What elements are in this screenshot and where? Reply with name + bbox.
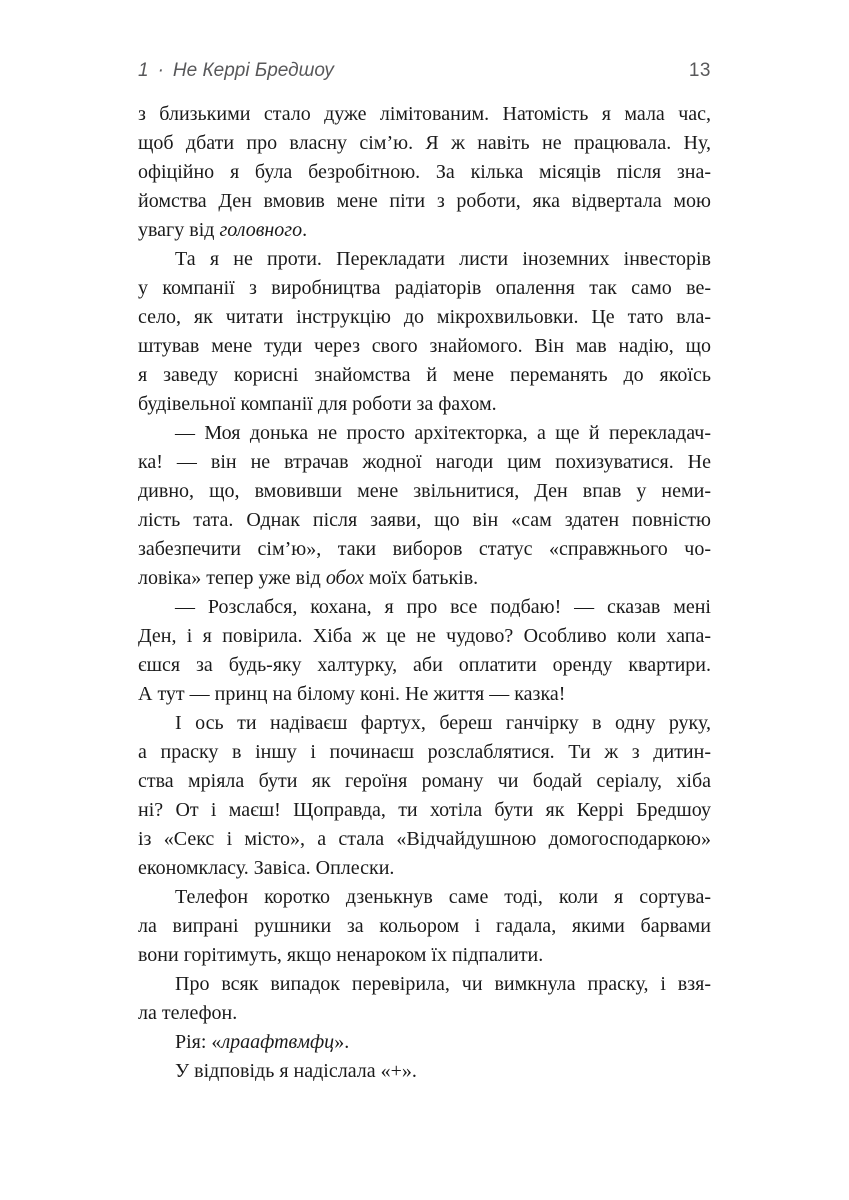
text-segment: Рія: « <box>175 1031 222 1053</box>
body-line <box>138 303 711 332</box>
text-segment: — Моя донька не просто архітекторка, а ще й перекладач- <box>175 422 711 444</box>
text-segment: село, як читати інструкцію до мікрохвильовки. Це тато вла- <box>138 306 711 328</box>
paragraph <box>138 100 711 245</box>
text-segment: ка! — він не втрачав жодної нагоди цим похизуватися. Не <box>138 451 711 473</box>
body-line <box>138 361 711 390</box>
body-line <box>138 796 711 825</box>
text-segment: лість тата. Однак після заяви, що він «сам здатен повністю <box>138 509 711 531</box>
text-segment: у компанії з виробництва радіаторів опалення так само ве- <box>138 277 711 299</box>
text-segment: У відповідь я надіслала «+». <box>175 1060 417 1082</box>
text-segment: ». <box>334 1031 350 1053</box>
text-segment: штував мене туди через свого знайомого. Він мав надію, що <box>138 335 711 357</box>
body-line <box>138 564 711 593</box>
text-segment: увагу від <box>138 219 220 241</box>
paragraph <box>138 245 711 419</box>
text-segment: з близькими стало дуже лімітованим. Натомість я мала час, <box>138 103 711 125</box>
text-segment: я заведу корисні знайомства й мене переманять до якоїсь <box>138 364 711 386</box>
page-header <box>138 60 711 82</box>
body-line <box>138 622 711 651</box>
chapter-title: Не Керрі Бредшоу <box>172 60 334 81</box>
paragraph <box>138 419 711 593</box>
italic-phrase: лраафтвмфц <box>221 1031 335 1053</box>
body-line <box>138 216 711 245</box>
body-line <box>138 825 711 854</box>
paragraph <box>138 709 711 883</box>
body-line <box>138 390 711 419</box>
text-segment: Ден, і я повірила. Хіба ж це не чудово? Особливо коли хапа- <box>138 625 711 647</box>
body-line <box>138 854 711 883</box>
body-line <box>138 970 711 999</box>
page-body <box>138 100 711 1086</box>
paragraph <box>138 1028 711 1057</box>
body-line <box>138 999 711 1028</box>
header-separator-dot: · <box>157 60 164 81</box>
body-line <box>138 187 711 216</box>
body-line <box>138 883 711 912</box>
text-segment: йомства Ден вмовив мене піти з роботи, яка відвертала мою <box>138 190 711 212</box>
body-line <box>138 912 711 941</box>
body-line <box>138 419 711 448</box>
text-segment: будівельної компанії для роботи за фахом. <box>138 393 497 415</box>
running-title <box>138 60 334 82</box>
text-segment: ства мріяла бути як героїня роману чи бодай серіалу, хіба <box>138 770 711 792</box>
text-segment: Та я не проти. Перекладати листи іноземних інвесторів <box>175 248 711 270</box>
body-line <box>138 158 711 187</box>
body-line <box>138 651 711 680</box>
text-segment: А тут — принц на білому коні. Не життя — казка! <box>138 683 566 705</box>
paragraph <box>138 883 711 970</box>
italic-phrase: головного <box>219 219 303 241</box>
paragraph <box>138 1057 711 1086</box>
body-line <box>138 100 711 129</box>
body-line <box>138 245 711 274</box>
text-segment: ні? От і маєш! Щоправда, ти хотіла бути як Керрі Бредшоу <box>138 799 711 821</box>
body-line <box>138 506 711 535</box>
text-segment: вони горітимуть, якщо ненароком їх підпалити. <box>138 944 544 966</box>
body-line <box>138 593 711 622</box>
body-line <box>138 332 711 361</box>
body-line <box>138 1028 711 1057</box>
text-segment: ловіка» тепер уже від <box>138 567 326 589</box>
text-segment: Телефон коротко дзенькнув саме тоді, коли я сортува- <box>175 886 711 908</box>
body-line <box>138 738 711 767</box>
italic-phrase: обох <box>325 567 364 589</box>
text-segment: Про всяк випадок перевірила, чи вимкнула праску, і взя- <box>175 973 711 995</box>
text-segment: . <box>302 219 308 241</box>
text-segment: забезпечити сім’ю», таки виборов статус «справжнього чо- <box>138 538 711 560</box>
page-number: 13 <box>688 60 711 81</box>
text-segment: — Розслабся, кохана, я про все подбаю! — сказав мені <box>175 596 711 618</box>
text-segment: дивно, що, вмовивши мене звільнитися, Ден впав у неми- <box>138 480 711 502</box>
body-line <box>138 129 711 158</box>
body-line <box>138 448 711 477</box>
body-line <box>138 941 711 970</box>
body-line <box>138 274 711 303</box>
paragraph <box>138 593 711 709</box>
text-segment: із «Секс і місто», а стала «Відчайдушною домогосподаркою» <box>138 828 711 850</box>
text-segment: а праску в іншу і починаєш розслаблятися. Ти ж з дитин- <box>138 741 711 763</box>
text-segment: щоб дбати про власну сім’ю. Я ж навіть не працювала. Ну, <box>138 132 711 154</box>
body-line <box>138 680 711 709</box>
text-segment: офіційно я була безробітною. За кілька місяців після зна- <box>138 161 711 183</box>
text-segment: економкласу. Завіса. Оплески. <box>138 857 395 879</box>
text-segment: І ось ти надіваєш фартух, береш ганчірку в одну руку, <box>175 712 711 734</box>
body-line <box>138 767 711 796</box>
chapter-number: 1 <box>138 60 149 81</box>
body-line <box>138 709 711 738</box>
text-segment: ла випрані рушники за кольором і гадала, якими барвами <box>138 915 711 937</box>
text-segment: єшся за будь-яку халтурку, аби оплатити оренду квартири. <box>138 654 711 676</box>
body-line <box>138 1057 711 1086</box>
body-line <box>138 477 711 506</box>
paragraph <box>138 970 711 1028</box>
text-segment: ла телефон. <box>138 1002 238 1024</box>
text-segment: моїх батьків. <box>363 567 479 589</box>
body-line <box>138 535 711 564</box>
